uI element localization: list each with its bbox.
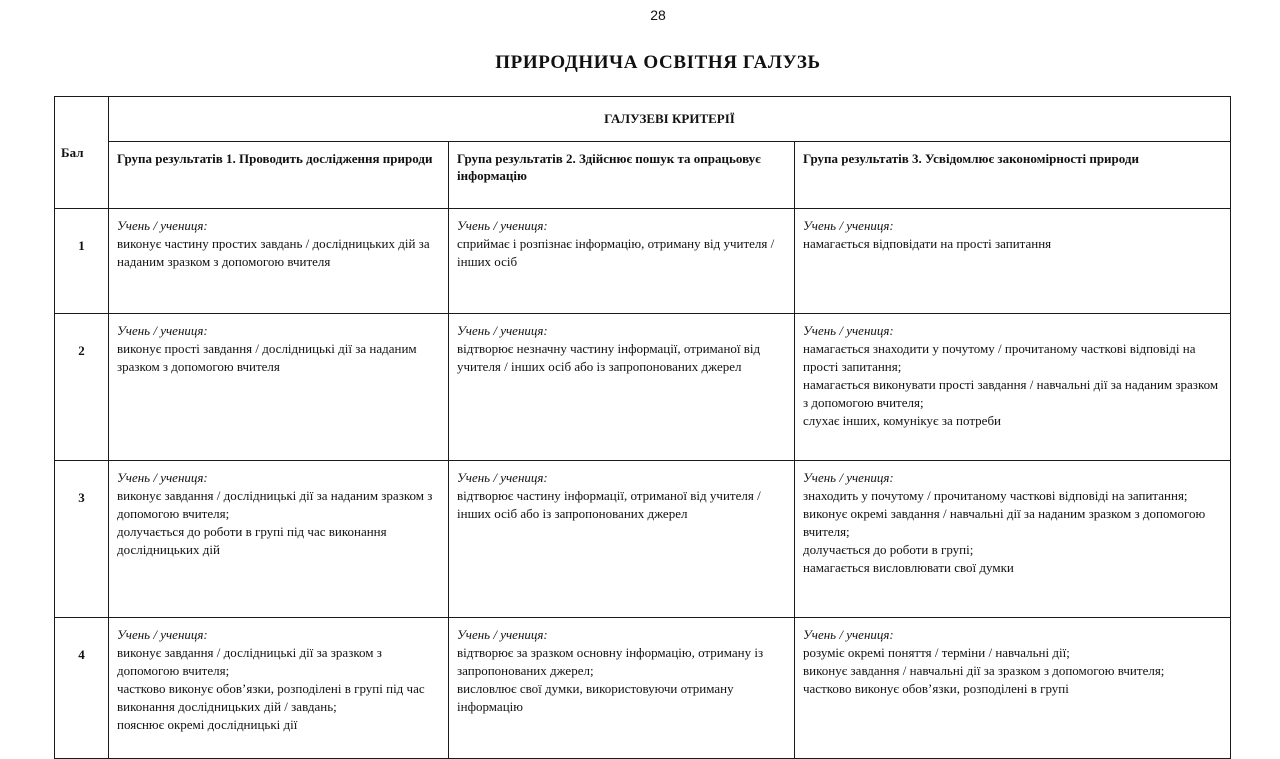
role-label: Учень / учениця:: [457, 470, 548, 485]
table-row: [55, 209, 1231, 314]
score-cell: 2: [55, 314, 109, 461]
group-3-cell: [795, 209, 1231, 314]
group-1-cell: [109, 314, 449, 461]
page-number: 28: [650, 7, 666, 23]
criterion-text: намагається відповідати на прості запитання: [803, 236, 1052, 251]
criterion-text: знаходить у почутому / прочитаному часткові відповіді на запитання;: [803, 488, 1188, 503]
criterion-text: пояснює окремі дослідницькі дії: [117, 717, 298, 732]
criterion-text: виконує завдання / дослідницькі дії за зразком з допомогою вчителя;: [117, 645, 382, 678]
criteria-table: [54, 96, 1231, 759]
group-2-cell: [449, 314, 795, 461]
group-1-header: Група результатів 1. Проводить дослідження природи: [109, 142, 449, 209]
criterion-text: виконує завдання / навчальні дії за зразком з допомогою вчителя;: [803, 663, 1165, 678]
role-label: Учень / учениця:: [803, 470, 894, 485]
criterion-text: слухає інших, комунікує за потреби: [803, 413, 1002, 428]
group-2-header: Група результатів 2. Здійснює пошук та опрацьовує інформацію: [449, 142, 795, 209]
criterion-text: відтворює частину інформації, отриманої від учителя / інших осіб або із запропонованих джерел: [457, 488, 761, 521]
page-title: ПРИРОДНИЧА ОСВІТНЯ ГАЛУЗЬ: [495, 52, 821, 73]
role-label: Учень / учениця:: [117, 218, 208, 233]
criterion-text: висловлює свої думки, використовуючи отриману інформацію: [457, 681, 734, 714]
criterion-text: намагається знаходити у почутому / прочитаному часткові відповіді на прості запитання;: [803, 341, 1196, 374]
role-label: Учень / учениця:: [803, 627, 894, 642]
criterion-text: сприймає і розпізнає інформацію, отриману від учителя / інших осіб: [457, 236, 775, 269]
criterion-text: відтворює незначну частину інформації, отриманої від учителя / інших осіб або із запропонованих джерел: [457, 341, 761, 374]
table-header-row: [55, 97, 1231, 142]
criteria-header: ГАЛУЗЕВІ КРИТЕРІЇ: [109, 97, 1231, 142]
criterion-text: відтворює за зразком основну інформацію, отриману із запропонованих джерел;: [457, 645, 764, 678]
score-cell: 1: [55, 209, 109, 314]
criterion-text: виконує частину простих завдань / дослідницьких дій за наданим зразком з допомогою вчителя: [117, 236, 430, 269]
role-label: Учень / учениця:: [117, 323, 208, 338]
role-label: Учень / учениця:: [457, 323, 548, 338]
criterion-text: розуміє окремі поняття / терміни / навчальні дії;: [803, 645, 1070, 660]
role-label: Учень / учениця:: [803, 218, 894, 233]
role-label: Учень / учениця:: [117, 627, 208, 642]
group-3-cell: [795, 618, 1231, 759]
criterion-text: долучається до роботи в групі;: [803, 542, 974, 557]
role-label: Учень / учениця:: [803, 323, 894, 338]
score-cell: 4: [55, 618, 109, 759]
role-label: Учень / учениця:: [117, 470, 208, 485]
role-label: Учень / учениця:: [457, 627, 548, 642]
table-row: [55, 461, 1231, 618]
group-2-cell: [449, 461, 795, 618]
group-2-cell: [449, 618, 795, 759]
table-row: [55, 618, 1231, 759]
group-3-cell: [795, 461, 1231, 618]
group-1-cell: [109, 618, 449, 759]
group-header-row: [55, 142, 1231, 209]
group-3-cell: [795, 314, 1231, 461]
criterion-text: виконує прості завдання / дослідницькі дії за наданим зразком з допомогою вчителя: [117, 341, 417, 374]
criterion-text: намагається виконувати прості завдання / навчальні дії за наданим зразком з допомогою вчителя;: [803, 377, 1219, 410]
criterion-text: виконує завдання / дослідницькі дії за наданим зразком з допомогою вчителя;: [117, 488, 433, 521]
group-1-cell: [109, 209, 449, 314]
score-column-header: Бал: [55, 97, 109, 209]
score-cell: 3: [55, 461, 109, 618]
table-row: [55, 314, 1231, 461]
criterion-text: виконує окремі завдання / навчальні дії за наданим зразком з допомогою вчителя;: [803, 506, 1206, 539]
role-label: Учень / учениця:: [457, 218, 548, 233]
group-2-cell: [449, 209, 795, 314]
criterion-text: намагається висловлювати свої думки: [803, 560, 1014, 575]
criterion-text: долучається до роботи в групі під час виконання дослідницьких дій: [117, 524, 387, 557]
criterion-text: частково виконує обов’язки, розподілені в групі: [803, 681, 1069, 696]
criterion-text: частково виконує обов’язки, розподілені в групі під час виконання дослідницьких дій / завдань;: [117, 681, 425, 714]
group-1-cell: [109, 461, 449, 618]
group-3-header: Група результатів 3. Усвідомлює закономірності природи: [795, 142, 1231, 209]
